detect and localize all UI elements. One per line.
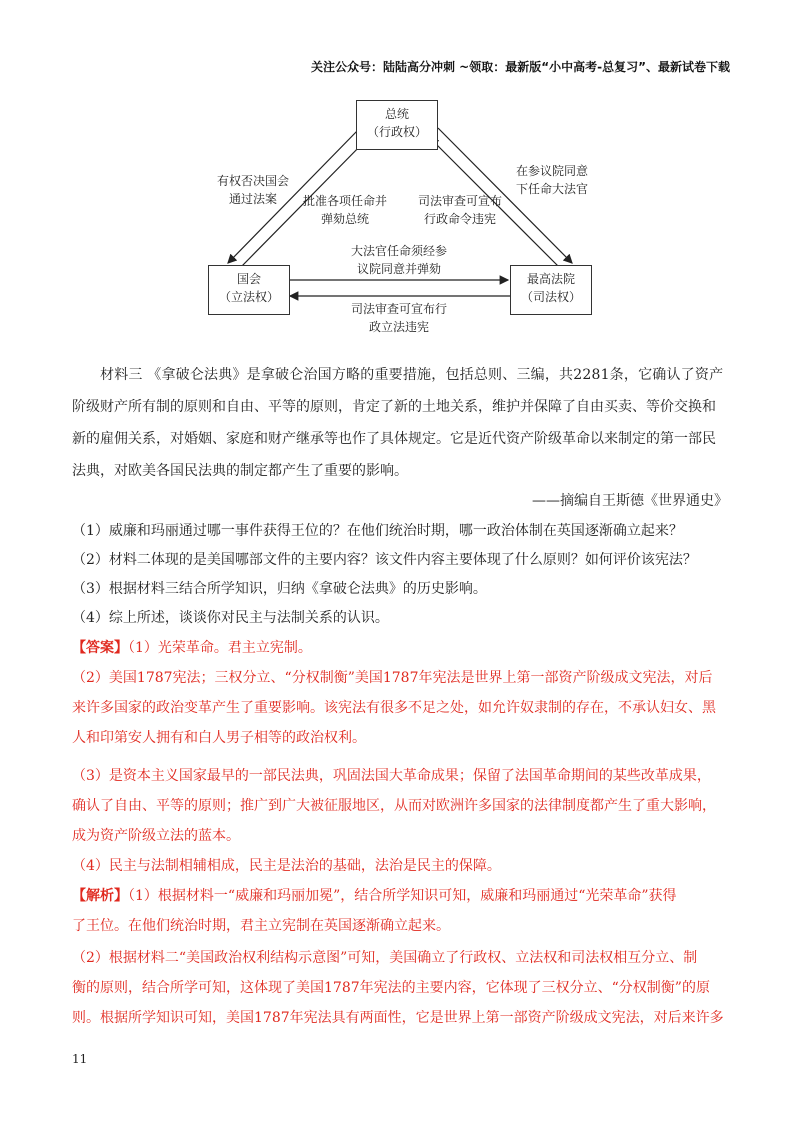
label-approve-line1: 批准各项任命并 — [302, 194, 387, 208]
analysis-tag: 【解析】 — [72, 888, 128, 904]
analysis-2-line2: 衡的原则，结合所学可知，这体现了美国1787年宪法的主要内容，它体现了三权分立、“分权制衡”的原 — [72, 980, 710, 996]
congress-title: 国会 — [236, 272, 261, 286]
answer-2-line3: 人和印第安人拥有和白人男子相等的政治权利。 — [72, 730, 366, 746]
label-veto — [210, 172, 296, 208]
congress-box — [208, 265, 290, 315]
president-box — [356, 100, 438, 150]
label-review-exec-line1: 司法审查可宣布 — [417, 194, 502, 208]
question-1: （1）威廉和玛丽通过哪一事件获得王位的？在他们统治时期，哪一政治体制在英国逐渐确立起来？ — [72, 523, 683, 539]
answer-3-line3: 成为资产阶级立法的蓝本。 — [72, 828, 240, 844]
label-approve-line2: 弹劾总统 — [320, 212, 369, 226]
material3-line4: 法典，对欧美各国民法典的制定都产生了重要的影响。 — [72, 463, 408, 479]
congress-subtitle: （立法权） — [218, 290, 279, 304]
label-review-exec-line2: 行政命令违宪 — [423, 212, 496, 226]
label-appoint-line1: 在参议院同意 — [515, 164, 588, 178]
page-header: 关注公众号：陆陆高分冲刺 ~领取：最新版“小中高考-总复习”、最新试卷下载 — [311, 60, 730, 74]
analysis-2-line1: （2）根据材料二“美国政治权利结构示意图”可知，美国确立了行政权、立法权和司法权相互分立、制 — [72, 950, 698, 966]
analysis-1-line1: （1）根据材料一“威廉和玛丽加冕”，结合所学知识可知，威廉和玛丽通过“光荣革命”获得 — [128, 888, 677, 904]
answer-2-line1: （2）美国1787宪法；三权分立、“分权制衡”美国1787年宪法是世界上第一部资产阶级成文宪法，对后 — [72, 670, 713, 686]
label-appoint — [510, 162, 594, 198]
court-subtitle: （司法权） — [520, 290, 581, 304]
us-power-structure-diagram — [200, 100, 600, 350]
material3-line2: 阶级财产所有制的原则和自由、平等的原则，肯定了新的土地关系，维护并保障了自由买卖、等价交换和 — [72, 399, 716, 415]
answer-line1 — [72, 638, 312, 658]
answer-2-line2: 来许多国家的政治变革产生了重要影响。该宪法有很多不足之处，如允许奴隶制的存在，不承认妇女、黑 — [72, 700, 716, 716]
label-veto-line1: 有权否决国会 — [216, 174, 289, 188]
material3-source: ——摘编自王斯德《世界通史》 — [532, 493, 728, 509]
analysis-2-line3: 则。根据所学知识可知，美国1787年宪法具有两面性，它是世界上第一部资产阶级成文宪法，对后来许多 — [72, 1010, 724, 1026]
material3-line3: 新的雇佣关系，对婚姻、家庭和财产继承等也作了具体规定。它是近代资产阶级革命以来制定的第一部民 — [72, 431, 716, 447]
material3-line1: 材料三 《拿破仑法典》是拿破仑治国方略的重要措施，包括总则、三编，共2281条，它确认了资产 — [100, 367, 724, 383]
label-approve — [298, 192, 392, 228]
court-title: 最高法院 — [526, 272, 575, 286]
analysis-1-line2: 了王位。在他们统治时期，君主立宪制在英国逐渐确立起来。 — [72, 918, 450, 934]
label-veto-line2: 通过法案 — [228, 192, 277, 206]
question-2: （2）材料二体现的是美国哪部文件的主要内容？该文件内容主要体现了什么原则？如何评价该宪法？ — [72, 552, 697, 568]
page-number: 11 — [72, 1052, 88, 1066]
label-review-leg — [334, 300, 464, 336]
president-subtitle: （行政权） — [366, 125, 427, 139]
answer-4: （4）民主与法制相辅相成，民主是法治的基础，法治是民主的保障。 — [72, 858, 501, 874]
label-justices-line1: 大法官任命须经参 — [350, 244, 447, 258]
answer-3-line2: 确认了自由、平等的原则；推广到广大被征服地区，从而对欧洲许多国家的法律制度都产生了重大影响， — [72, 798, 716, 814]
answer-3-line1: （3）是资本主义国家最早的一部民法典，巩固法国大革命成果；保留了法国革命期间的某些改革成果， — [72, 768, 711, 784]
analysis-line1 — [72, 886, 677, 906]
label-justices — [334, 242, 464, 278]
answer-1: （1）光荣革命。君主立宪制。 — [128, 640, 312, 656]
court-box — [510, 265, 592, 315]
answer-tag: 【答案】 — [72, 640, 128, 656]
label-justices-line2: 议院同意并弹劾 — [356, 262, 441, 276]
label-appoint-line2: 下任命大法官 — [515, 182, 588, 196]
label-review-leg-line1: 司法审查可宣布行 — [350, 302, 447, 316]
question-3: （3）根据材料三结合所学知识，归纳《拿破仑法典》的历史影响。 — [72, 581, 487, 597]
president-title: 总统 — [384, 107, 409, 121]
label-review-leg-line2: 政立法违宪 — [368, 320, 429, 334]
question-4: （4）综上所述，谈谈你对民主与法制关系的认识。 — [72, 610, 389, 626]
label-review-exec — [410, 192, 510, 228]
